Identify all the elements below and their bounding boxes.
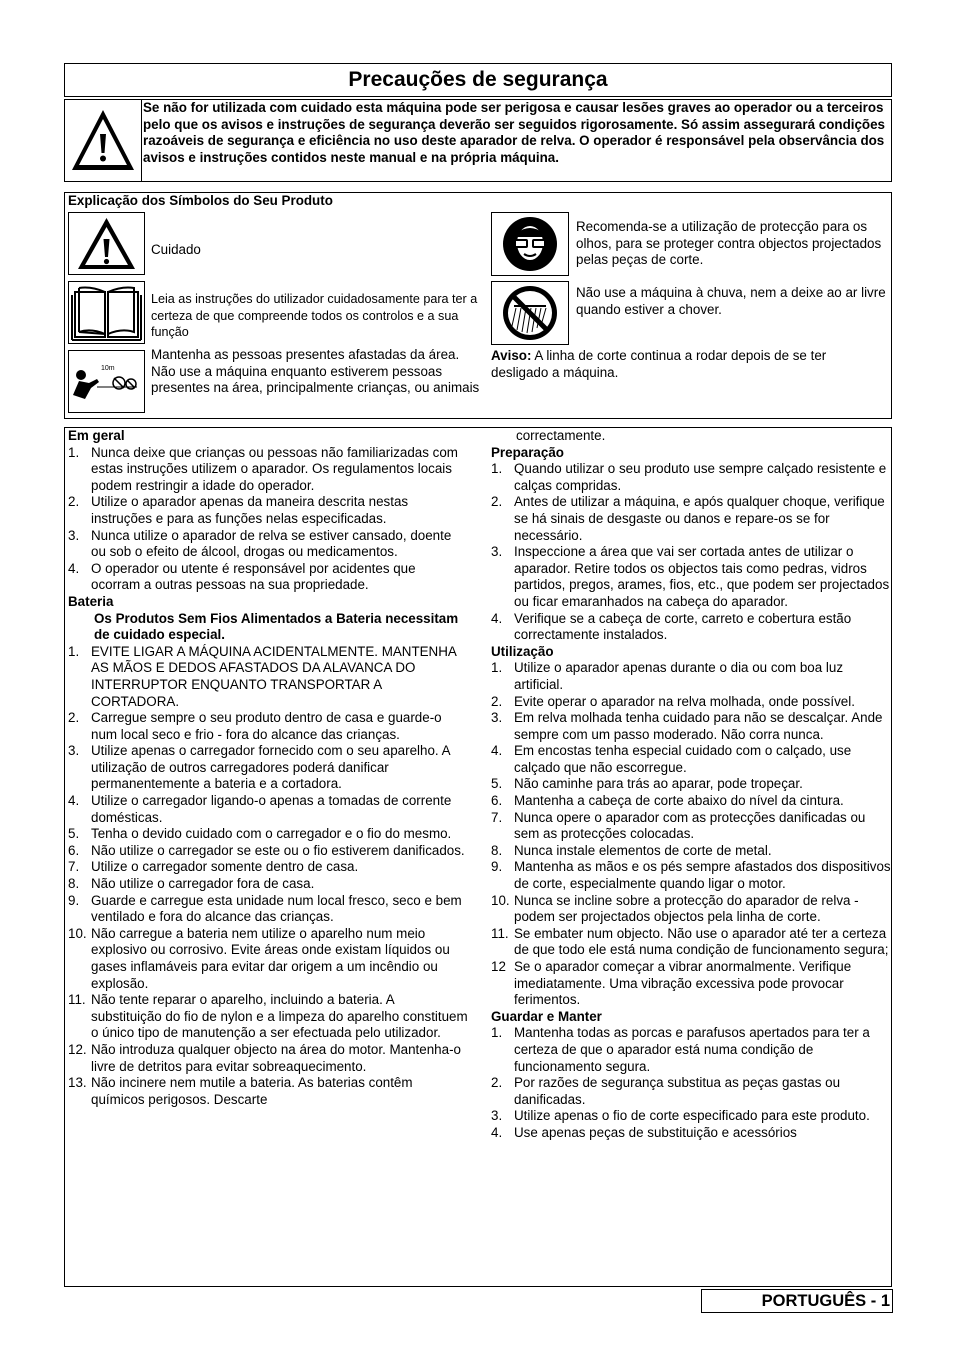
page-footer: PORTUGUÊS - 1 <box>761 1292 890 1310</box>
item-text: Use apenas peças de substituição e acessórios <box>514 1124 797 1140</box>
item-number: 7. <box>68 859 80 875</box>
list-item <box>491 710 891 743</box>
item-number: 9. <box>491 859 503 875</box>
item-text: Antes de utilizar a máquina, e após qualquer choque, verifique se há sinais de desgaste ou danos e repare-os se for necessário. <box>514 494 885 543</box>
item-number: 5. <box>68 826 80 842</box>
list-item <box>68 826 468 843</box>
item-number: 6. <box>68 842 80 858</box>
item-number: 13. <box>68 1075 87 1091</box>
item-text: Inspeccione a área que vai ser cortada antes de utilizar o aparador. Retire todos os objectos tais como pedras, vidros partidos, pregos, arames, fios, etc., que podem ser projectados ou ficar emaranhados na cabeça do aparador. <box>514 544 890 609</box>
page-title: Precauções de segurança <box>348 68 608 91</box>
keep-away-text: Mantenha as pessoas presentes afastadas da área. Não use a máquina enquanto estiverem pessoas presentes na área, principalmente crianças, ou animais <box>151 347 480 395</box>
list-item <box>491 1108 891 1125</box>
item-text: Utilize o aparador apenas da maneira descrita nestas instruções e para as funções nelas especificadas. <box>91 494 409 526</box>
warning-triangle-icon <box>65 100 141 181</box>
rules-box <box>64 427 892 1287</box>
list-item <box>491 776 891 793</box>
item-text: Não incinere nem mutile a bateria. As baterias contêm químicos perigosos. Descarte <box>91 1075 413 1107</box>
book-icon <box>68 281 145 344</box>
warning-box <box>64 99 892 182</box>
item-number: 2. <box>68 494 80 510</box>
item-number: 2. <box>491 1075 503 1091</box>
item-text: Nunca utilize o aparador de relva se estiver cansado, doente ou sob o efeito de álcool, drogas ou medicamentos. <box>91 527 452 560</box>
list-item <box>491 793 891 810</box>
item-number: 1. <box>68 444 80 460</box>
item-text: Se o aparador começar a vibrar anormalmente. Verifique imediatamente. Uma vibração excessiva pode provocar ferimentos. <box>514 959 852 1008</box>
battery-list <box>68 644 468 1109</box>
list-item <box>68 926 468 992</box>
item-number: 10. <box>491 892 510 908</box>
item-text: Nunca opere o aparador com as protecções danificadas ou sem as protecções colocadas. <box>514 809 866 842</box>
list-item <box>491 1125 891 1142</box>
item-number: 8. <box>491 842 503 858</box>
battery-heading: Bateria <box>68 593 114 609</box>
item-number: 10. <box>68 925 87 941</box>
item-text: O operador ou utente é responsável por acidentes que ocorram a outras pessoas na sua propriedade. <box>91 560 416 593</box>
general-list <box>68 445 468 594</box>
list-item <box>491 494 891 544</box>
item-text: Nunca se incline sobre a protecção do aparador de relva - podem ser projectados objectos pela linha de corte. <box>514 892 859 925</box>
item-text: Utilize o aparador apenas durante o dia ou com boa luz artificial. <box>514 660 844 692</box>
item-number: 4. <box>491 610 503 626</box>
list-item <box>68 1042 468 1075</box>
item-number: 4. <box>491 743 503 759</box>
item-text: Tenha o devido cuidado com o carregador e o fio do mesmo. <box>91 826 452 842</box>
item-text: Utilize o carregador somente dentro de casa. <box>91 859 359 875</box>
item-number: 12. <box>68 1041 87 1057</box>
notice-paragraph <box>491 348 887 381</box>
general-heading: Em geral <box>68 428 125 443</box>
list-item <box>491 810 891 843</box>
item-number: 4. <box>68 560 80 576</box>
warning-icon-cell <box>65 100 142 181</box>
list-item <box>491 1075 891 1108</box>
item-text: Em encostas tenha especial cuidado com o calçado, use calçado que não escorregue. <box>514 743 852 775</box>
item-number: 2. <box>491 494 503 510</box>
item-number: 2. <box>491 693 503 709</box>
item-text: Não utilize o carregador fora de casa. <box>91 876 315 892</box>
list-item <box>491 660 891 693</box>
item-number: 4. <box>491 1124 503 1140</box>
item-text: Mantenha as mãos e os pés sempre afastados dos dispositivos de corte, especialmente quando ligar o motor. <box>514 859 891 892</box>
list-item <box>68 561 468 594</box>
item-number: 9. <box>68 892 80 908</box>
eye-protection-text: Recomenda-se a utilização de protecção para os olhos, para se proteger contra objectos projectados pelas peças de corte. <box>576 219 882 267</box>
item-text: Não caminhe para trás ao aparar, pode tropeçar. <box>514 776 803 792</box>
list-item <box>491 1025 891 1075</box>
title-box <box>64 63 892 97</box>
list-item <box>68 445 468 495</box>
item-text: Não utilize o carregador se este ou o fio estiverem danificados. <box>91 842 465 858</box>
item-text: Utilize apenas o fio de corte especificado para este produto. <box>514 1108 870 1124</box>
item-number: 2. <box>68 710 80 726</box>
item-text: Utilize o carregador ligando-o apenas a tomadas de corrente domésticas. <box>91 793 452 825</box>
list-item <box>68 992 468 1042</box>
item-text: Quando utilizar o seu produto use sempre calçado resistente e calças compridas. <box>514 461 887 493</box>
item-text: Utilize apenas o carregador fornecido com o seu aparelho. A utilização de outros carregadores poderá danificar permanentemente a bateria e a cortadora. <box>91 743 450 792</box>
item-text: Se embater num objecto. Não use o aparador até ter a certeza de que todo ele está numa condição de funcionamento segura; <box>514 925 889 958</box>
item-text: Por razões de segurança substitua as peças gastas ou danificadas. <box>514 1075 841 1107</box>
item-text: Em relva molhada tenha cuidado para não se descalçar. Ande sempre com um passo moderado. Não corra nunca. <box>514 710 883 742</box>
caution-label: Cuidado <box>151 242 201 257</box>
storage-heading: Guardar e Manter <box>491 1008 602 1024</box>
item-number: 3. <box>68 743 80 759</box>
list-item <box>68 843 468 860</box>
list-item <box>491 743 891 776</box>
no-rain-text: Não use a máquina à chuva, nem a deixe ao ar livre quando estiver a chover. <box>576 285 886 317</box>
item-number: 1. <box>491 660 503 676</box>
item-text: Não tente reparar o aparelho, incluindo a bateria. A substituição do fio de nylon e a limpeza do aparelho constituem o único tipo de manutenção a ser efectuada pelo utilizador. <box>91 992 468 1041</box>
symbols-heading: Explicação dos Símbolos do Seu Produto <box>68 193 333 208</box>
list-item <box>68 710 468 743</box>
list-item <box>68 743 468 793</box>
preparation-list <box>491 461 891 644</box>
item-text: Verifique se a cabeça de corte, carreto e cobertura estão correctamente instalados. <box>514 610 852 643</box>
list-item <box>68 876 468 893</box>
item-text: Nunca deixe que crianças ou pessoas não familiarizadas com estas instruções utilizem o aparador. Os regulamentos locais podem restringir a idade do operador. <box>91 444 458 493</box>
item-text: Nunca instale elementos de corte de metal. <box>514 842 772 858</box>
list-item <box>491 859 891 892</box>
list-item <box>491 611 891 644</box>
item-text: Guarde e carregue esta unidade num local fresco, seco e bem ventilado e fora do alcance das crianças. <box>91 892 462 925</box>
item-text: Carregue sempre o seu produto dentro de casa e guarde-o num local seco e frio - fora do alcance das crianças. <box>91 710 442 742</box>
list-item <box>491 959 891 1009</box>
footer-box <box>701 1289 893 1313</box>
list-item <box>68 893 468 926</box>
item-number: 1. <box>68 643 80 659</box>
notice-label: Aviso: <box>491 348 532 363</box>
item-text: Evite operar o aparador na relva molhada, onde possível. <box>514 693 855 709</box>
battery-subheading: Os Produtos Sem Fios Alimentados a Bateria necessitam de cuidado especial. <box>94 610 459 643</box>
list-item <box>68 494 468 527</box>
item-number: 4. <box>68 793 80 809</box>
list-item <box>68 793 468 826</box>
item-text: Mantenha todas as porcas e parafusos apertados para ter a certeza de que o aparador está numa condição de funcionamento segura. <box>514 1025 870 1074</box>
item-number: 3. <box>491 1108 503 1124</box>
item-number: 11. <box>491 925 509 941</box>
item-number: 3. <box>68 527 80 543</box>
list-item <box>68 859 468 876</box>
item-text: Mantenha a cabeça de corte abaixo do nível da cintura. <box>514 793 844 809</box>
use-heading: Utilização <box>491 643 554 659</box>
item-number: 7. <box>491 809 503 825</box>
list-item <box>491 893 891 926</box>
caution-icon <box>68 212 145 275</box>
item-number: 6. <box>491 793 503 809</box>
list-item <box>491 461 891 494</box>
item-number: 3. <box>491 710 503 726</box>
keep-bystanders-away-icon <box>68 350 145 413</box>
warning-text: Se não for utilizada com cuidado esta máquina pode ser perigosa e causar lesões graves ao operador ou a terceiros pelo que os avisos e instruções de segurança deverão ser seguidos rigorosamente. Só assim assegurará condições razoáveis de segurança e eficiência no uso deste aparador de relva. O operador é responsável pela observância dos avisos e instruções contidos neste manual e na própria máquina. <box>143 100 885 165</box>
continuation-text: correctamente. <box>516 428 606 443</box>
item-number: 8. <box>68 876 80 892</box>
item-number: 5. <box>491 776 503 792</box>
list-item <box>68 528 468 561</box>
notice-text: A linha de corte continua a rodar depois de se ter desligado a máquina. <box>491 348 827 380</box>
item-number: 1. <box>491 1025 503 1041</box>
symbols-box <box>64 192 892 419</box>
list-item <box>68 1075 468 1108</box>
item-text: Não carregue a bateria nem utilize o aparelho num meio explosivo ou corrosivo. Evite áreas onde existam líquidos ou gases inflamáveis para evitar dar origem a um incêndio ou explosão. <box>91 925 450 991</box>
list-item <box>491 843 891 860</box>
use-list <box>491 660 891 1008</box>
read-manual-text: Leia as instruções do utilizador cuidadosamente para ter a certeza de que compreende todos os controlos e a sua função <box>151 292 478 339</box>
right-column <box>491 428 891 1142</box>
eye-protection-icon <box>491 212 569 276</box>
no-rain-icon <box>491 281 569 345</box>
list-item <box>491 926 891 959</box>
item-number: 3. <box>491 544 503 560</box>
item-number: 12 <box>491 959 506 974</box>
list-item <box>491 544 891 610</box>
list-item <box>491 694 891 711</box>
preparation-heading: Preparação <box>491 444 564 460</box>
item-text: Não introduza qualquer objecto na área do motor. Mantenha-o livre de detritos para evitar sobreaquecimento. <box>91 1041 461 1074</box>
left-column <box>68 428 468 1108</box>
item-number: 11. <box>68 992 86 1008</box>
item-text: EVITE LIGAR A MÁQUINA ACIDENTALMENTE. MANTENHA AS MÃOS E DEDOS AFASTADOS DA ALAVANCA DO INTERRUPTOR ENQUANTO TRANSPORTAR A CORTADORA. <box>91 643 457 709</box>
distance-label: 10m <box>101 365 115 372</box>
list-item <box>68 644 468 710</box>
item-number: 1. <box>491 461 503 477</box>
storage-list <box>491 1025 891 1141</box>
